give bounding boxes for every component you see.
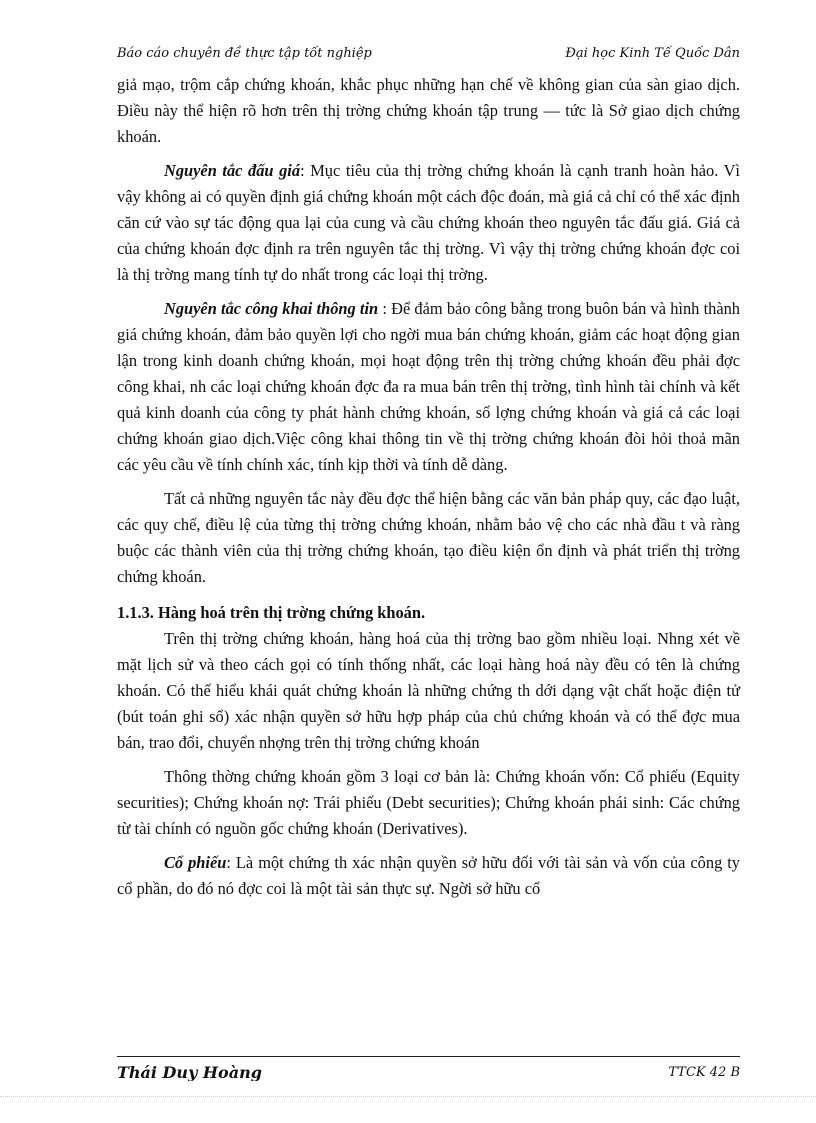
footer-class: TTCK 42 B bbox=[668, 1065, 740, 1080]
stock-label: Cổ phiếu bbox=[164, 853, 227, 872]
auction-principle-text: : Mục tiêu của thị trờng chứng khoán là cạnh tranh hoàn hảo. Vì vậy không ai có quyền định giá chứng khoán một cách độc đoán, mà giá cả chỉ có thể xác định căn cứ vào sự tác động qua lại của cung và cầu chứng khoán theo nguyên tắc đấu giá. Giá cả của chứng khoán đợc định ra trên nguyên tắc thị trờng. Vì vậy thị trờng chứng khoán đợc coi là thị trờng mang tính tự do nhất trong các loại thị trờng. bbox=[117, 161, 740, 284]
stock-text: : Là một chứng th xác nhận quyền sở hữu đối với tài sản và vốn của công ty cổ phần, do đó nó đợc coi là một tài sản thực sự. Ngời sở hữu cổ bbox=[117, 853, 740, 898]
paragraph-1: giả mạo, trộm cắp chứng khoán, khắc phục những hạn chế về không gian của sàn giao dịch. Điều này thể hiện rõ hơn trên thị trờng chứng khoán tập trung — tức là Sở giao dịch chứng khoán. bbox=[117, 75, 740, 146]
footer-author: Thái Duy Hoàng bbox=[117, 1063, 262, 1081]
paragraph-principles-summary: Tất cả những nguyên tắc này đều đợc thể hiện bằng các văn bản pháp quy, các đạo luật, các quy chế, điều lệ của từng thị trờng chứng khoán, nhằm bảo vệ cho các nhà đầu t và ràng buộc các thành viên của thị trờng chứng khoán, tạo điều kiện ổn định và phát triển thị trờng chứng khoán. bbox=[117, 489, 740, 586]
paragraph-disclosure-principle bbox=[117, 296, 740, 478]
paragraph-securities-definition: Trên thị trờng chứng khoán, hàng hoá của thị trờng bao gồm nhiều loại. Nhng xét về mặt lịch sử và theo cách gọi có tính thống nhất, các loại hàng hoá này đều có tên là chứng khoán. Có thể hiểu khái quát chứng khoán là những chứng th dới dạng vật chất hoặc điện tử (bút toán ghi sổ) xác nhận quyền sở hữu hợp pháp của chủ chứng khoán và có thể đợc mua bán, trao đổi, chuyển nhợng trên thị trờng chứng khoán bbox=[117, 629, 740, 752]
section-heading: 1.1.3. Hàng hoá trên thị trờng chứng khoán. bbox=[117, 603, 426, 622]
paragraph-securities-types: Thông thờng chứng khoán gồm 3 loại cơ bản là: Chứng khoán vốn: Cổ phiếu (Equity securities); Chứng khoán nợ: Trái phiếu (Debt securities); Chứng khoán phái sinh: Các chứng từ tài chính có nguồn gốc chứng khoán (Derivatives). bbox=[117, 767, 740, 838]
paragraph-stock bbox=[117, 850, 740, 902]
footer-divider bbox=[117, 1056, 740, 1057]
document-body bbox=[117, 72, 740, 910]
page-header bbox=[117, 44, 740, 66]
disclosure-principle-text: : Để đảm bảo công bằng trong buôn bán và hình thành giá chứng khoán, đảm bảo quyền lợi cho ngời mua bán chứng khoán, giảm các hoạt động gian lận trong kinh doanh chứng khoán, mọi hoạt động trên thị trờng chứng khoán đều phải đợc công khai, nh các loại chứng khoán đợc đa ra mua bán trên thị trờng, tình hình tài chính và kết quả kinh doanh của công ty phát hành chứng khoán, số lợng chứng khoán và giá cả các loại chứng khoán giao dịch.Việc công khai thông tin về thị trờng chứng khoán đòi hỏi thoả mãn các yêu cầu về tính chính xác, tính kịp thời và tính dễ dàng. bbox=[117, 299, 741, 474]
paragraph-auction-principle bbox=[117, 158, 740, 288]
header-report-title: Báo cáo chuyên đề thực tập tốt nghiệp bbox=[117, 46, 372, 61]
disclosure-principle-label: Nguyên tắc công khai thông tin bbox=[164, 299, 379, 318]
header-university: Đại học Kinh Tế Quốc Dân bbox=[565, 46, 740, 61]
page-footer bbox=[117, 1063, 740, 1081]
auction-principle-label: Nguyên tắc đấu giá bbox=[164, 161, 301, 180]
page-bottom-border bbox=[0, 1096, 816, 1097]
